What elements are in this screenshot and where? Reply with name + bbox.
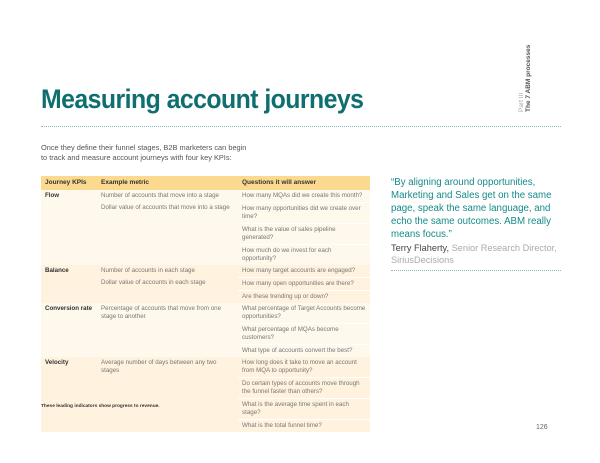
question: Do certain types of accounts move through the funnel faster than others? <box>238 377 370 398</box>
question: What percentage of MQAs become customers? <box>238 323 370 344</box>
intro-paragraph: Once they define their funnel stages, B2B marketers can begin to track and measure account journeys with four key KPIs: <box>41 143 247 162</box>
question: How much do we invest for each opportunity? <box>238 244 370 265</box>
quote-divider <box>391 270 561 271</box>
question: How many opportunities did we create over time? <box>238 202 370 223</box>
quote-role: Senior Research Director, SiriusDecisions <box>391 243 557 265</box>
kpi-name: Velocity <box>41 357 97 432</box>
kpi-name: Conversion rate <box>41 303 97 357</box>
table-row-flow <box>41 190 370 265</box>
quote-attribution <box>391 242 566 266</box>
header-kpis: Journey KPIs <box>41 176 97 190</box>
metric: Number of accounts in each stage <box>101 267 195 274</box>
page-title: Measuring account journeys <box>41 84 364 114</box>
header-example-metric: Example metric <box>97 176 238 190</box>
question: What is the value of sales pipeline generated? <box>238 223 370 244</box>
question: Are these trending up or down? <box>238 290 370 303</box>
metric-cell <box>97 303 238 357</box>
question: What type of accounts convert the best? <box>238 344 370 357</box>
questions-cell <box>238 303 370 357</box>
title-divider <box>41 126 561 127</box>
page-number: 126 <box>536 424 548 431</box>
table-header-row <box>41 176 370 190</box>
metric-cell <box>97 265 238 303</box>
metric: Number of accounts that move into a stage <box>101 192 219 199</box>
section-name: The 7 ABM processes <box>525 44 532 112</box>
header-questions: Questions it will answer <box>238 176 370 190</box>
metric: Dollar value of accounts in each stage <box>101 279 206 286</box>
questions-cell <box>238 190 370 265</box>
question: How many open opportunities are there? <box>238 277 370 290</box>
question: How long does it take to move an account from MQA to opportunity? <box>242 359 357 374</box>
table-row-velocity <box>41 357 370 432</box>
metric: Percentage of accounts that move from one stage to another <box>101 305 222 320</box>
table-footnote: These leading indicators show progress to revenue. <box>41 404 160 409</box>
question: What is the total funnel time? <box>238 419 370 432</box>
kpi-name: Balance <box>41 265 97 303</box>
questions-cell <box>238 265 370 303</box>
metric-cell <box>97 190 238 265</box>
metric-cell <box>97 357 238 432</box>
pull-quote: “By aligning around opportunities, Marketing and Sales get on the same page, speak the same language, and echo the same outcomes. ABM really means focus.” <box>391 177 552 240</box>
question: What percentage of Target Accounts become opportunities? <box>242 305 366 320</box>
table-row-conversion-rate <box>41 303 370 357</box>
part-label: Part III <box>518 92 525 112</box>
kpi-table <box>41 176 370 432</box>
metric: Dollar value of accounts that move into a stage <box>101 204 230 211</box>
quote-author: Terry Flaherty, <box>391 243 450 253</box>
metric: Average number of days between any two stages <box>101 359 217 374</box>
section-label <box>518 44 578 114</box>
table-row-balance <box>41 265 370 303</box>
question: What is the average time spent in each stage? <box>238 398 370 419</box>
question: How many target accounts are engaged? <box>242 267 356 274</box>
kpi-name: Flow <box>41 190 97 265</box>
questions-cell <box>238 357 370 432</box>
question: How many MQAs did we create this month? <box>242 192 363 199</box>
